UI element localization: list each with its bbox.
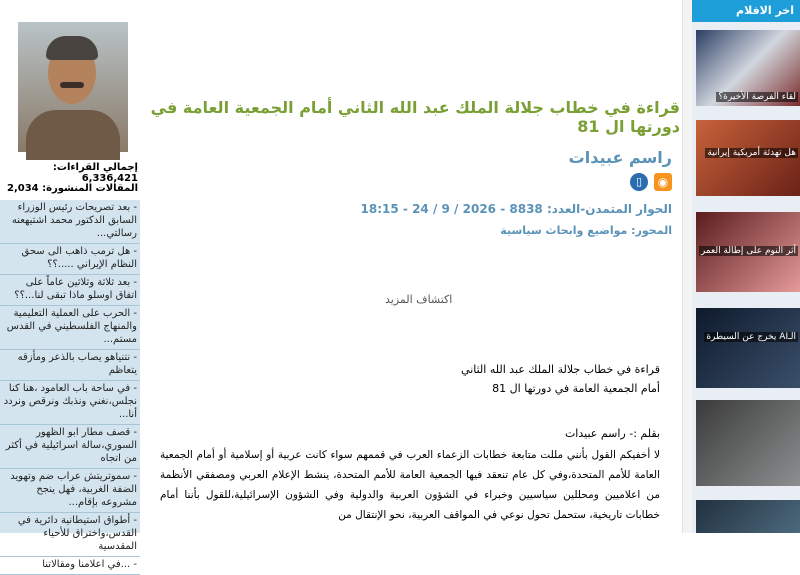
article-link[interactable]: - قصف مطار ابو الظهور السوري،سالة اسرائيلية في أكثر من اتجاه: [0, 425, 140, 469]
video-thumbnail[interactable]: [696, 212, 800, 292]
body-title-line-2: أمام الجمعية العامة في دورتها ال 81: [492, 382, 660, 395]
issue-date-line: الحوار المتمدن-العدد: 8838 - 2026 / 9 / 24 - 18:15: [360, 202, 672, 216]
article-link[interactable]: - بعد ثلاثة وثلاثين عاماً على اتفاق اوسلو ماذا تبقى لنا...؟؟: [0, 275, 140, 306]
author-name-link[interactable]: راسم عبيدات: [568, 148, 672, 167]
total-reads: [0, 162, 138, 184]
video-thumbnail[interactable]: [696, 120, 800, 196]
article-link[interactable]: - نتنياهو يصاب بالذعر ومأزقه يتعاظم: [0, 350, 140, 381]
published-articles-value: 2,034: [6, 183, 39, 194]
article-link[interactable]: - الحرب على العملية التعليمية والمنهاج الفلسطيني في القدس مستم...: [0, 306, 140, 350]
video-thumbnail[interactable]: [696, 400, 800, 486]
author-photo[interactable]: [18, 22, 128, 152]
article-body-title: [180, 360, 660, 398]
article-headline[interactable]: قراءة في خطاب جلالة الملك عبد الله الثاني أمام الجمعية العامة في دورتها ال 81: [150, 98, 680, 136]
share-icons: [612, 173, 672, 193]
latest-videos-header: اخر الافلام: [692, 0, 800, 22]
author-article-list: [0, 200, 140, 570]
total-reads-value: 6,336,421: [81, 173, 138, 184]
article-link[interactable]: - هل ترمب ذاهب الى سحق النظام الإيراني .....؟؟: [0, 244, 140, 275]
article-link[interactable]: - بعد تصريحات رئيس الوزراء السابق الدكتور محمد اشتيهعنه رسالتي...: [0, 200, 140, 244]
video-caption: الـAI يخرج عن السيطرة: [706, 332, 796, 342]
video-thumbnail[interactable]: [696, 500, 800, 533]
rss-icon[interactable]: ◉: [654, 173, 672, 191]
author-sidebar: [0, 0, 140, 570]
published-articles: [0, 183, 138, 194]
discover-more-link[interactable]: اكتشاف المزيد: [385, 293, 453, 306]
body-title-line-1: قراءة في خطاب جلالة الملك عبد الله الثاني: [461, 363, 660, 376]
article-link[interactable]: - في ساحة باب العامود ،هنا كنا نجلس،نغني ونذبك ونرقص ونردد أنا...: [0, 381, 140, 425]
topic-axis-link[interactable]: المحور: مواضيع وابحاث سياسية: [500, 224, 672, 237]
article-link[interactable]: - ...في اعلامنا ومقالاتنا: [0, 557, 140, 575]
article-byline: بقلم :- راسم عبيدات: [564, 427, 660, 440]
article-link[interactable]: - أطواق استيطانية دائرية في القدس،واختراق للأحياء المقدسية: [0, 513, 140, 557]
video-caption: هل تهدئة أمريكية إيرانية: [707, 148, 796, 158]
mobile-icon[interactable]: ▯: [630, 173, 648, 191]
article-body-text: لا أخفيكم القول بأنني مللت متابعة خطابات الزعماء العرب في قممهم سواء كانت عربية أو إسلامية أو أمام الجمعية العامة للأمم المتحدة،وفي كل عام تنعقد فيها الجمعية العامة للأمم المتحدة، ينشط الإعلام العربي ومصفقي الأنظمة من اعلاميين ومحللين سياسيين وخبراء في الشؤون العربية والدولية وفي الشؤون الإسرائيلية،للقول بأننا أمام خطابات تاريخية، ستحمل تحول نوعي في المواقف العربية، نحو الإنتقال من: [160, 449, 660, 521]
article-main: [140, 0, 692, 533]
published-articles-label: المقالات المنشورة:: [42, 183, 138, 194]
latest-videos-column: [692, 0, 800, 533]
video-thumbnail[interactable]: [696, 308, 800, 388]
video-thumbnail[interactable]: [696, 30, 800, 106]
video-caption: لقاء الفرصة الأخيرة؟: [718, 92, 796, 102]
total-reads-label: إجمالي القراءات:: [52, 162, 138, 173]
article-link[interactable]: - سموتريتش عراب ضم وتهويد الضفة الغربية، فهل ينجح مشروعه بإقام...: [0, 469, 140, 513]
video-caption: أثر النوم على إطالة العمر: [700, 246, 796, 256]
